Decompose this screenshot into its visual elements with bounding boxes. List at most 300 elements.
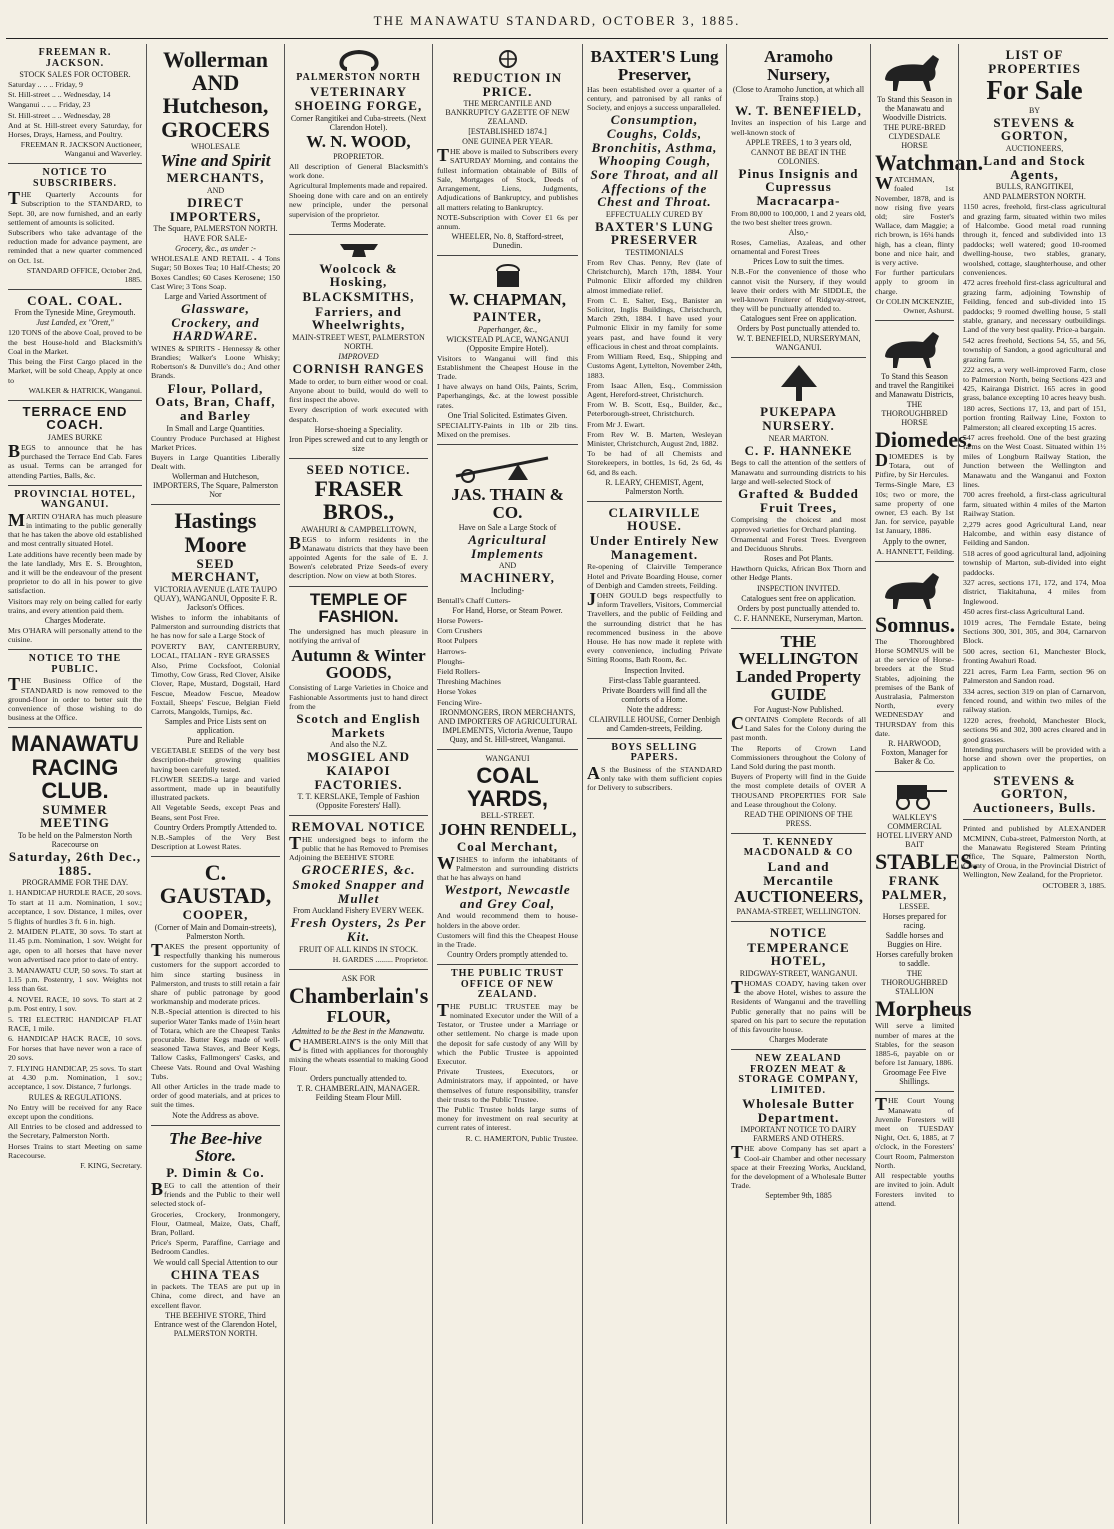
ad-line: Price's Sperm, Paraffine, Carriage and Bedroom Candles. (151, 1238, 280, 1257)
ad-signature: R. HARWOOD, Foxton, Manager for Baker & Co. (881, 738, 948, 766)
ad-line: Subscribers who take advantage of the reduction made for advance payment, are reminded that a new quarter commenced on Oct. 1st. (8, 228, 142, 265)
horse-icon (875, 49, 955, 93)
ad-line: Private Trustees, Executors, or Administrators may, if appointed, or have themselves of future responsibility, transfer their trusts to the Public Trustee. (437, 1067, 578, 1104)
ad-line: Saturday .. .. .. Friday, 9 (8, 80, 83, 89)
list-item: 500 acres, section 61, Manchester Block, fronting Awahuri Road. (963, 646, 1106, 666)
ad-line: Will serve a limited number of mares at the Stables, for the season 1885-6, payable on or before 1st January, 1886. (875, 1021, 954, 1068)
ad-line: Orders punctually attended to. (310, 1074, 407, 1084)
ad-line: And at St. Hill-street every Saturday, for Horses, Drays, Harness, and Poultry. (8, 120, 142, 140)
tree-icon (769, 363, 829, 403)
ad-watchman (875, 44, 984, 321)
list-item: 334 acres, section 319 on plan of Carnarvon, fenced round, and within two miles of the railway station. (963, 686, 1106, 715)
column-8 (958, 44, 1110, 1524)
ad-heading: Wollerman AND Hutcheson, (162, 47, 269, 119)
ad-line: COAL YARDS, (466, 762, 549, 811)
ad-signature: STANDARD OFFICE, October 2nd, 1885. (26, 265, 142, 284)
ad-line: THE THOROUGHBRED HORSE (881, 399, 948, 427)
ad-line: All respectable youths are invited to join. Adult Foresters invited to attend. (875, 1171, 954, 1208)
list-item: 6. HANDICAP HACK RACE, 10 sovs. For horses that have never won a race of 20 sovs. (8, 1034, 142, 1063)
ad-line: From Rev Chas. Penny, Rev (late of Christchurch), March 17th, 1884. Your Pulmonic Elixir afforded my children almost immediate relief. (587, 258, 722, 295)
ad-temple-of-fashion (289, 587, 428, 817)
ad-somnus (875, 562, 954, 772)
ad-line: BULLS, RANGITIKEI, (995, 182, 1074, 192)
ad-heading: Aramoho Nursery, (764, 47, 833, 84)
ad-heading: TEMPLE OF FASHION. (309, 589, 408, 627)
column-5 (582, 44, 726, 1524)
ad-line: To Stand this Season in the Manawatu and Woodville Districts. (877, 95, 952, 122)
ad-line: APPLE TREES, 1 to 3 years old, (745, 137, 852, 147)
ad-signature: WHEELER, No. 8, Stafford-street, Dunedin. (451, 232, 564, 251)
ad-heading: PALMERSTON NORTH (296, 72, 421, 83)
ad-line: St. Hill-street .. .. Wednesday, 14 (8, 90, 111, 100)
ad-line: SHOEING FORGE, (294, 98, 423, 114)
ad-line: N.B.-Special attention is directed to his superior Water Tanks made of 1½in heart of Totara, which are the Cheapest Tanks procurable. Butter Kegs made of well-seasoned Tawa Staves, and Beer Kegs, Tallow Casks, Fallmongers' Casks, and Cheese Vats. Round and Oval Washing Tubs. (151, 1007, 280, 1081)
ad-walkley-stables (875, 772, 978, 1092)
ad-line: From the Tyneside Mine, Greymouth. (14, 308, 136, 318)
ad-freeman-jackson (8, 44, 142, 164)
ad-line: Bentall's Chaff Cutters- (437, 595, 511, 605)
ad-line: Terms Moderate. (331, 219, 386, 229)
ad-line: SEED MERCHANT, (171, 555, 260, 585)
imprint-text: Printed and published by ALEXANDER MCMINN, Cuba-street, Palmerston North, at the Manawatu Registered Steam Printing Office, The Square, Palmerston North, County of Oroua, in the Provincial District of Wellington, New Zealand, for the Proprietor. (963, 824, 1106, 880)
ad-line: Made to order, to burn either wood or coal. Anyone about to build, would do well to first inspect the above. (289, 376, 428, 405)
ad-line: The Thoroughbred Horse SOMNUS will be at the service of Horse-breeders at the Stud Stables, adjoining the premises of the Bank of Australasia, Palmerston North, every WEDNESDAY and THURSDAY from this date. (875, 636, 954, 738)
ad-signature: F. KING, Secretary. (80, 1161, 142, 1171)
ad-line: RIDGWAY-STREET, WANGANUI. (739, 968, 858, 978)
ad-line: LESSEE. (899, 902, 930, 912)
ad-line: Grocery, &c., as under :- (175, 244, 256, 254)
ad-line: THE above Company has set apart a Cool-air Chamber and other necessary space at their Freezing Works, Auckland, for the development of a Wholesale Butter Trade. (731, 1142, 866, 1191)
ad-heading: NOTICE (769, 925, 828, 941)
column-2 (146, 44, 284, 1524)
ad-line: Catalogues sent free on application. (741, 593, 856, 603)
ad-line: And would recommend them to house-holders in the above order. (437, 911, 578, 930)
ad-line: Catalogues sent Free on application. (740, 314, 857, 324)
ad-line: Begs to call the attention of the settlers of Manawatu and surrounding districts to his large and well-selected Stock of (731, 458, 866, 486)
ad-line: BY (1028, 105, 1041, 115)
ad-line: WHOLESALE AND RETAIL - 4 Tons Sugar; 50 Boxes Tea; 10 Half-Chests; 20 Boxes Candles; 60 Cases Kerosene; 150 Cast Wire; 3 Tons Soap. (151, 254, 280, 291)
ad-line: TESTIMONIALS (625, 248, 684, 258)
masthead-title: THE MANAWATU STANDARD, OCTOBER 3, 1885. (373, 13, 741, 28)
ad-chamberlains-flour (289, 970, 428, 1108)
ad-line: AND (206, 185, 225, 195)
ad-line: Charges Moderate. (44, 616, 106, 626)
ad-line: THE Court Young Manawatu of Juvenile Foresters will meet on TUESDAY Night, Oct. 6, 1885, at 7 o'clock, in the Foresters' Court Room, Palmerston North. (875, 1094, 954, 1170)
ad-heading: BOYS SELLING PAPERS. (611, 741, 698, 764)
ad-signature: WALKER & HATRICK, Wanganui. (28, 385, 142, 395)
masthead (0, 0, 1114, 42)
ad-line: AUCTIONEERS, (1005, 143, 1064, 153)
ad-line: W. N. WOOD, (306, 131, 411, 151)
ad-line: Agricultural Implements (468, 531, 547, 561)
ad-line: Visitors may rely on being called for early trains, and every attention paid them. (8, 596, 142, 615)
ad-line: AWAHURI & CAMPBELLTOWN, (300, 524, 417, 534)
ad-line: Coal Merchant, (456, 838, 559, 854)
ad-mercantile-gazette (437, 44, 578, 256)
ad-line: GROCERIES, &c. (301, 862, 416, 878)
ad-line: Groceries, Crockery, Ironmongery, Flour, Oatmeal, Maize, Oats, Chaff, Bran, Pollard. (151, 1209, 280, 1237)
list-item: 2,279 acres good Agricultural Land, near Halcombe, and within easy distance of Feilding and Sandon. (963, 519, 1106, 548)
ad-line: Re-opening of Clairville Temperance Hotel and Private Boarding House, corner of Denbigh and Camden streets, Feilding. (587, 562, 722, 590)
ad-heading: SEED NOTICE. (306, 461, 411, 477)
ad-line: Have on Sale a Large Stock of (458, 522, 557, 532)
ad-line: THE Business Office of the STANDARD is now removed to the ground-floor in order to better suit the convenience of those wishing to do business at the Office. (8, 674, 142, 723)
ad-baxters-lung-preserver (587, 44, 722, 502)
ad-line: VETERINARY (310, 83, 407, 99)
ad-heading: Watchman. (875, 150, 984, 175)
ad-line: BAXTER'S LUNG PRESERVER (595, 218, 714, 248)
ad-line: Pure and Reliable (187, 736, 244, 746)
ad-line: Buyers in Large Quantities Liberally Dealt with. (151, 453, 280, 472)
ad-heading: ASK FOR (341, 973, 376, 983)
list-item: 327 acres, sections 171, 172, and 174, Moa district, Tiakitahuna, 4 miles from Inglewood. (963, 578, 1106, 606)
ad-line: N.B.-Samples of the Very Best Description at Lowest Rates. (151, 832, 280, 851)
ad-heading: Hastings Moore (174, 508, 257, 557)
list-item: 3. MANAWATU CUP, 50 sovs. To start at 1.15 p.m. Postentry, 1 sov. Weights not less than 6st. (8, 965, 142, 994)
ad-signature: R. C. HAMERTON, Public Trustee. (465, 1133, 578, 1143)
ad-line: From 80,000 to 100,000, 1 and 2 years old, the two best shelter trees grown. (731, 208, 866, 227)
ad-wanganui-coal-yards (437, 750, 578, 965)
ad-line: EFFECTUALLY CURED BY (605, 209, 704, 219)
ad-line: FRUIT OF ALL KINDS IN STOCK. (299, 944, 418, 954)
ad-line: Horses prepared for racing. (882, 912, 947, 931)
ad-line: [ESTABLISHED 1874.] (468, 127, 547, 137)
ad-line: Horse-shoeing a Speciality. (314, 424, 403, 434)
ad-line: Horse Powers- (437, 616, 484, 626)
ad-line: THE above is mailed to Subscribers every SATURDAY Morning, and contains the fullest information obtainable of Bills of Sale, Mortgages of Stock, Deeds of Arrangement, Liens, Judgments, Adjudications of Bankruptcy, and publishes all matters relating to Bankruptcy. (437, 145, 578, 212)
ad-line: (Close to Aramoho Junction, at which all Trains stop.) (732, 84, 865, 103)
ad-line: From Mr J. Ewart. (587, 419, 645, 429)
horse-icon (875, 567, 955, 611)
ad-line: TAKES the present opportunity of respectfully thanking his numerous customers for the support accorded to him since starting business in Palmerston, and trusts to still retain a fair share of public patronage by good workmanship and moderate prices. (151, 939, 280, 1007)
ad-heading: Diomedes. (875, 426, 973, 452)
carriage-icon (875, 777, 955, 811)
ad-line: SPECIALITY-Paints in 1lb or 2lb tins. Mixed on the premises. (437, 420, 578, 440)
ad-heading: FREEMAN R. JACKSON. (38, 47, 112, 69)
ad-line: THE undersigned begs to inform the public that he has Removed to Premises Adjoining the BEEHIVE STORE (289, 832, 428, 863)
property-list (963, 202, 1106, 744)
list-item: 547 acres freehold. One of the best grazing farms on the West Coast. Situated within 1½ miles of Longburn Railway Station, the Junction between the Wellington and Manawatu and the Wanganui and Foxton lines. (963, 432, 1106, 489)
ad-line: C. F. HANNEKE (744, 442, 853, 458)
ad-line: From William Reed, Esq., Shipping and Customs Agent, Lyttelton, November 24th, 1883. (587, 352, 722, 380)
ad-line: STOCK SALES FOR OCTOBER. (19, 70, 131, 79)
ad-line: Consisting of Large Varieties in Choice and Fashionable Assortments just to hand direct from the (289, 683, 428, 711)
list-item: 518 acres of good agricultural land, adjoining township of Marton, sub-divided into eight paddocks. (963, 548, 1106, 577)
ad-line: This being the First Cargo placed in the Market, will be sold Cheap, Apply at once to (8, 357, 142, 385)
ad-chapman-painter (437, 256, 578, 445)
ad-line: FLOUR, (326, 1006, 391, 1026)
ad-line: Wholesale Butter Department. (742, 1096, 855, 1125)
ad-line: BELL-STREET. (480, 811, 535, 821)
ad-removal-notice (289, 816, 428, 969)
ad-heading: Woolcock & Hosking, (319, 260, 398, 290)
ad-line: Roses, Camelias, Azaleas, and other ornamental and Forest Trees (731, 238, 866, 257)
ad-line: DIRECT IMPORTERS, (169, 194, 262, 224)
ad-line: MARTIN O'HARA has much pleasure in intimating to the public generally that he has taken the above old established and most centrally situated Hotel. (8, 509, 142, 549)
ad-temperance-hotel (731, 922, 866, 1050)
list-item: 7. FLYING HANDICAP, 25 sovs. To start at 4.30 p.m. Nomination, 1 sov.; acceptance, 1 sov. Distance, 7 furlongs. (8, 1063, 142, 1092)
ad-line: Including- (490, 585, 525, 595)
ad-notice-subscribers (8, 164, 142, 290)
ad-line: BLACKSMITHS, (302, 289, 415, 305)
ad-line: Comprising the choicest and most approved varieties for Orchard planting. (731, 515, 866, 534)
ad-jas-thain (437, 445, 578, 750)
horse-icon (875, 326, 955, 370)
ad-line: Ornamental and Forest Trees. Evergreen and Deciduous Shrubs. (731, 534, 866, 553)
ad-line: Private Boarders will find all the comforts of a Home. (602, 685, 707, 704)
ad-veterinary-forge (289, 44, 428, 235)
ad-line: PANAMA-STREET, WELLINGTON. (736, 907, 861, 917)
ad-line: All other Articles in the trade made to order of good materials, and at prices to suit the times. (151, 1082, 280, 1110)
ad-line: MOSGIEL AND KAIAPOI FACTORIES. (306, 749, 411, 792)
ad-juvenile-foresters (875, 1092, 954, 1212)
ad-line: THE MERCANTILE AND BANKRUPTCY GAZETTE OF NEW ZEALAND. (445, 99, 570, 127)
ad-terrace-end-coach (8, 401, 142, 486)
ad-line: Charges Moderate (769, 1035, 828, 1045)
ad-line: FLOWER SEEDS-a large and varied assortment, made up in beautifully illustrated packets. (151, 774, 280, 803)
ad-line: AS the Business of the STANDARD only take with them sufficient copies for Delivery to subscribers. (587, 762, 722, 792)
ad-line: FRANK PALMER, (881, 873, 948, 902)
list-item: 542 acres freehold, Sections 54, 55, and 56, township of Sandon, a good agricultural and grazing farm. (963, 335, 1106, 364)
ad-line: Just Landed, ex "Orett," (36, 318, 114, 328)
ad-line: Pinus Insignis and Cupressus Macracarpa- (738, 165, 859, 209)
ad-line: Root Pulpers (437, 636, 478, 646)
ad-line: THE THOROUGHBRED STALLION (881, 969, 948, 997)
ad-line: (Corner of Main and Domain-streets), Palmerston North. (154, 922, 277, 941)
ad-racing-club (8, 728, 142, 1175)
ad-line: Flour, Pollard, Oats, Bran, Chaff, and Barley (155, 380, 276, 423)
list-item: 2. MAIDEN PLATE, 30 sovs. To start at 11.45 p.m. Nomination, 1 sov. Weight for age, open to all horses that have never won advertised race prior to date of entry. (8, 926, 142, 965)
list-item: 1019 acres, The Ferndale Estate, being Sections 300, 301, 305, and 304, Carnarvon Block. (963, 617, 1106, 646)
ad-line: READ THE OPINIONS OF THE PRESS. (744, 809, 853, 828)
ad-notice-public (8, 650, 142, 728)
ad-line: WISHES to inform the inhabitants of Palmerston and surrounding districts that he has always on hand (437, 852, 578, 882)
ad-line: Also,- (788, 228, 809, 238)
ad-line: Samples and Price Lists sent on application. (164, 717, 267, 736)
ad-line: Grafted & Budded Fruit Trees, (738, 486, 859, 515)
ad-line: Orders by Post punctually attended to. (737, 324, 860, 334)
list-item: 5. TRI ELECTRIC HANDICAP FLAT RACE, 1 mile. (8, 1014, 142, 1033)
ad-line: To Stand this Season and travel the Rangitikei and Manawatu Districts, (875, 371, 954, 399)
ad-line: Every description of work executed with despatch. (289, 405, 428, 424)
ad-line: Also, Prime Cocksfoot, Colonial Timothy, Cow Grass, Red Clover, Alsike Clover, Rape, Mustard, Dogstail, Hard Fescue, Meadow Fescue, Meadow Foxtail, Sheeps' Fescue, Belgian Field Carrots, Mangolds, Turnips, &c. (151, 660, 280, 716)
ad-line: Groomage Fee Five Shillings. (882, 1068, 947, 1087)
imprint-date: OCTOBER 3, 1885. (1042, 880, 1106, 890)
ad-line: Horses Trains to start Meeting on same Racecourse. (8, 1141, 142, 1160)
ad-line: RULES & REGULATIONS. (28, 1092, 122, 1102)
ad-line: Terms-Single Mare, £3 10s; two or more, the same property of one owner, £3 each. By 1st Jan. for service, payable 1st January, 1886. (875, 480, 954, 536)
anvil-icon (334, 240, 384, 260)
ad-line: Fencing Wire- (437, 697, 482, 707)
ad-line: From W. B. Scott, Esq., Builder, &c., Peterborough-street, Christchurch. (587, 400, 722, 419)
ad-line: WINES & SPIRITS - Hennessy & other Brandies; Walker's Loone Whisky; Robertson's & Dunville's do.; And other Brands. (151, 343, 280, 381)
ad-line: VEGETABLE SEEDS of the very best description-their growing qualities having been carefully tested. (151, 746, 280, 774)
ad-heading: LIST OF PROPERTIES (988, 47, 1081, 76)
horseshoe-icon (329, 49, 389, 71)
ad-signature: A. HANNETT, Feilding. (876, 546, 954, 556)
ad-line: CANNOT BE BEAT IN THE COLONIES. (750, 147, 847, 166)
ad-line: CHINA TEAS (170, 1266, 261, 1282)
ad-line: Westport, Newcastle and Grey Coal, (444, 882, 571, 911)
ad-line: CONTAINS Complete Records of all Land Sales for the Colony during the past month. (731, 712, 866, 743)
ad-line: TEMPERANCE HOTEL, (747, 939, 850, 969)
ad-line: Note the Address as above. (172, 1110, 259, 1120)
ad-line: SUMMER MEETING (40, 801, 110, 831)
ad-line: Intending purchasers will be provided with a horse and shown over the properties, on application to (963, 744, 1106, 773)
ad-line: Autumn & Winter GOODS, (291, 645, 426, 683)
ad-line: CHAMBERLAIN'S is the only Mill that is fitted with appliances for thoroughly mixing the wheats essential to making Good Flour. (289, 1034, 428, 1074)
ad-line: Prices Low to suit the times. (752, 257, 845, 267)
ad-line: Saturday, 26th Dec., 1885. (8, 849, 142, 878)
ad-line: Visitors to Wanganui will find this Establishment the Cheapest House in the Trade. (437, 353, 578, 381)
ad-stevens-gorton (963, 44, 1106, 820)
list-item: 222 acres, a very well-improved Farm, close to Palmerston North, being Sections 423 and 425, Kairanga District. 165 acres in good grass, balance excepting 10 acres heavy bush. (963, 365, 1106, 403)
ad-line: PROPRIETOR. (333, 151, 384, 161)
list-item: 180 acres, Sections 17, 13, and part of 151, portion fronting Railway Line, Foxton to Palmerston; all cleared excepting 15 acres. (963, 403, 1106, 432)
crest-icon (488, 49, 528, 69)
list-item: 450 acres first-class Agricultural Land. (963, 607, 1085, 617)
ad-line: Has been established over a quarter of a century, and patronised by all ranks of Society, and enjoys a success unparalleled. (587, 84, 722, 113)
ad-signature: STEVENS & GORTON, Auctioneers, Bulls. (972, 772, 1097, 815)
ad-signature: Or COLIN MCKENZIE, Owner, Ashurst. (875, 296, 954, 315)
ad-signature: September 9th, 1885 (765, 1191, 832, 1201)
ad-line: Glassware, Crockery, and HARDWARE. (171, 300, 260, 344)
ad-boys-selling-papers (587, 739, 722, 798)
ad-signature: H. GARDES ......... Proprietor. (332, 954, 428, 964)
ad-line: Consumption, Coughs, Colds, Bronchitis, Asthma, Whooping Cough, Sore Throat, and all Affections of the Chest and Throat. (590, 112, 719, 210)
ad-line: Customers will find this the Cheapest House in the Trade. (437, 930, 578, 950)
ad-line: FRASER BROS., (314, 476, 403, 525)
ad-line: AUCTIONEERS, (734, 887, 863, 907)
column-4 (432, 44, 582, 1524)
ad-line: Corn Crushers (437, 626, 483, 636)
ad-fraser-bros (289, 459, 428, 587)
ad-line: INSPECTION INVITED. (756, 583, 841, 593)
ad-line: Morpheus (875, 996, 972, 1022)
ad-line: No Entry will be received for any Race except upon the conditions. (8, 1102, 142, 1122)
ad-line: And also the N.Z. (329, 740, 388, 750)
ad-signature: C. F. HANNEKE, Nurseryman, Marton. (734, 613, 863, 623)
ad-heading: THE WELLINGTON Landed Property GUIDE (736, 631, 861, 705)
ad-line: For August-Now Published. (753, 704, 844, 714)
ad-coal (8, 290, 142, 401)
ad-line: JOHN GOULD begs respectfully to inform Travellers, Visitors, Commercial Travellers, and the public of Feilding and the surrounding district that he has recommenced business in the above House. He has now made it replete with every convenience, including Private Sitting Rooms, Bath Room, &c. (587, 588, 722, 665)
ad-line: Agricultural Implements made and repaired. (289, 181, 428, 191)
ad-line: Corner Rangitikei and Cuba-streets. (Next Clarendon Hotel). (290, 113, 427, 132)
ad-line: Wanganui .. .. .. Friday, 23 (8, 100, 91, 110)
ad-line: THE PUBLIC TRUSTEE may be nominated Executor under the Will of a Testator, or Trustee under a Marriage or other settlement. No charge is made upon the deposit for safe custody of any Will by which the Public Trustee is appointed Executor. (437, 999, 578, 1066)
ad-signature: W. T. BENEFIELD, NURSERYMAN, WANGANUI. (736, 334, 861, 353)
ad-line: JOHN RENDELL, (438, 820, 577, 840)
ad-heading: JAS. THAIN & CO. (451, 485, 564, 523)
ad-line: Chamberlain's (289, 982, 429, 1008)
ad-line: BEGS to inform residents in the Manawatu districts that they have been appointed Agents for the sale of E. J. Bowen's celebrated Prize Seeds-of every description. Now on view at both Stores. (289, 532, 428, 581)
ad-heading: C. GAUSTAD, (159, 860, 272, 909)
ad-line: PAINTER, (473, 308, 542, 324)
ad-line: Hawthorn Quicks, African Box Thorn and other Hedge Plants. (731, 564, 866, 583)
ad-line: For further particulars apply to groom in charge. (875, 268, 954, 296)
ad-line: 120 TONS of the above Coal, proved to be the best House-hold and Blacksmith's Coal in the Market. (8, 328, 142, 356)
ad-line: WATCHMAN, foaled 1st November, 1878, and is now rising five years old; sire Foster's Wallace, dam Maggie; a rich brown, is 16¼ hands high, has a clean, flinty bone and nice hair, and is very active. (875, 173, 954, 267)
ad-line: For Hand, Horse, or Steam Power. (452, 606, 563, 616)
ad-signature: T. T. KERSLAKE, Temple of Fashion (Opposite Foresters' Hall). (297, 792, 420, 811)
ad-line: Buyers of Property will find in the Guide the most complete details of OVER A THOUSAND PROPERTIES FOR Sale and Lease throughout the Colony. (731, 772, 866, 809)
ad-line: Scotch and English Markets (296, 710, 421, 740)
ad-line: NEAR MARTON. (768, 433, 829, 443)
ad-line: Large and Varied Assortment of (164, 291, 267, 301)
ad-line: Apply to the owner, (882, 536, 947, 546)
ad-line: COOPER, (182, 907, 249, 923)
ad-line: AND (498, 561, 517, 571)
ad-line: Harrows- (437, 646, 467, 656)
ad-line: We would call Special Attention to our (153, 1257, 278, 1267)
ad-line: Threshing Machines (437, 677, 501, 687)
ad-line: Note the address: (626, 704, 683, 714)
ad-heading: Somnus. (875, 611, 956, 637)
ad-wollerman-hutcheson (151, 44, 280, 505)
ad-line: Land and Stock Agents, (983, 152, 1086, 182)
ad-line: STABLES. (875, 848, 978, 874)
paint-pot-icon (483, 261, 533, 289)
ad-line: From Rev W. B. Marten, Wesleyan Minister, Christchurch, August 2nd, 1882. (587, 429, 722, 448)
ad-line: Saddle horses and Buggies on Hire. (885, 931, 944, 950)
ad-line: All Entries to be closed and addressed to the Secretary, Palmerston North. (8, 1122, 142, 1141)
ad-line: From Auckland Fishery EVERY WEEK. (293, 906, 424, 916)
ad-line: MERCHANTS, (166, 170, 265, 186)
ad-line: Paperhanger, &c., (478, 324, 537, 334)
ad-line: Late additions have recently been made by the late landlady, Mrs E. S. Broughton, and it will be the endeavour of the present proprietor to do all in his power to give satisfaction. (8, 549, 142, 596)
ad-line: I have always on hand Oils, Paints, Scrim, Paperhangings, &c. at the lowest possible rates. (437, 382, 578, 410)
ad-line: Field Rollers- (437, 667, 481, 677)
list-item: 700 acres freehold, a first-class agricultural farm, situated within 4 miles of the Marton Railway Station. (963, 490, 1106, 519)
ad-heading: The Bee-hive Store. (169, 1128, 262, 1166)
ad-heading: REDUCTION IN PRICE. (452, 70, 563, 99)
ad-line: WHOLESALE (191, 142, 240, 152)
ad-line: Farriers, and Wheelwrights, (311, 303, 406, 333)
ad-pukepapa-nursery (731, 358, 866, 628)
ad-line: Shoeing done with care and on an entirely new principle, under the personal supervision of the proprietor. (289, 191, 428, 219)
ad-clairville-house (587, 502, 722, 739)
ad-line: STEVENS & GORTON, (993, 114, 1076, 144)
ad-line: To be had of all Chemists and Storekeepers, in bottles, 1s 6d, 2s 6d, 4s 6d, and 8s each. (587, 449, 722, 477)
ad-line: DIOMEDES is by Totara, out of Pitfire, by Sir Hercules. (875, 449, 954, 480)
ad-woolcock-hosking (289, 235, 428, 459)
ad-line: in packets. The TEAS are put up in China, come direct, and have an excellent flavor. (151, 1282, 280, 1310)
ad-heading: REMOVAL NOTICE (291, 819, 426, 835)
ad-hastings-moore (151, 505, 280, 857)
ad-line: HAVE FOR SALE- (183, 234, 248, 244)
column-1 (4, 44, 146, 1524)
list-item: 472 acres freehold first-class agricultural and grazing farm, adjoining Township of Feilding, fenced and sub-divided into 15 paddocks; 9 roomed dwelling house, 5 stall stable, granary, and necessary outbuildings. Land of the very best quality. Price-a bargain. (963, 278, 1106, 335)
ad-imprint (963, 820, 1106, 894)
ad-line: Wishes to inform the inhabitants of Palmerston and surrounding districts that he has now for sale a Large Stock of (151, 612, 280, 641)
ad-line: NOTE-Subscription with Cover £1 6s per annum. (437, 212, 578, 231)
ad-line: Horses carefully broken to saddle. (876, 950, 953, 969)
ad-signature: CLAIRVILLE HOUSE, Corner Denbigh and Camden-streets, Feilding. (589, 714, 720, 733)
ad-line: Horse Yokes (437, 687, 477, 697)
ad-frozen-meat-company (731, 1050, 866, 1205)
ad-heading: NOTICE TO SUBSCRIBERS. (33, 167, 117, 189)
ad-line: MACHINERY, (460, 570, 555, 586)
ad-heading: NEW ZEALAND FROZEN MEAT & STORAGE COMPANY, LIMITED. (738, 1053, 859, 1096)
list-item: 221 acres, Farm Lea Farm, section 96 on Palmerston and Sandon road. (963, 666, 1106, 686)
ad-signature: FREEMAN R. JACKSON Auctioneer, Wanganui and Waverley. (20, 140, 142, 159)
ad-line: Ploughs- (437, 656, 465, 666)
ad-line: Country Orders promptly attended to. (447, 950, 568, 960)
column-7 (870, 44, 984, 1524)
ad-heading: COAL. COAL. (27, 292, 123, 308)
ad-line: First-class Table guaranteed. (608, 675, 701, 685)
